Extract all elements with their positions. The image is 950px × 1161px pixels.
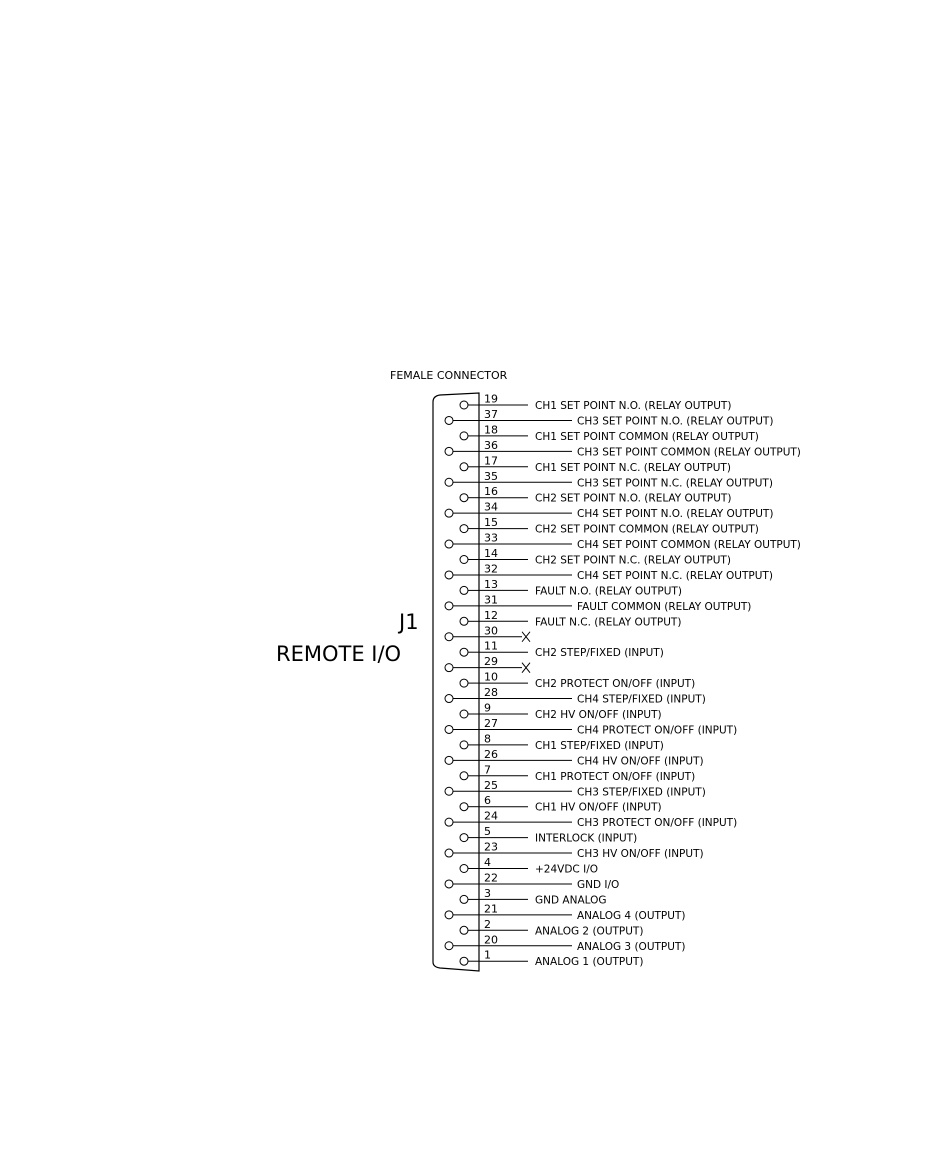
pin-socket-circle (460, 617, 468, 625)
pin-number: 6 (484, 794, 491, 808)
pin-function-label: CH4 STEP/FIXED (INPUT) (577, 693, 706, 706)
pin-function-label: CH1 HV ON/OFF (INPUT) (535, 801, 662, 814)
pin-socket-circle (445, 756, 453, 764)
pin-number: 36 (484, 438, 498, 452)
pin-function-label: CH3 STEP/FIXED (INPUT) (577, 786, 706, 799)
pin-function-label: CH2 PROTECT ON/OFF (INPUT) (535, 678, 696, 691)
pin-number: 19 (484, 392, 498, 406)
pin-socket-circle (445, 787, 453, 795)
pin-number: 25 (484, 778, 498, 792)
pin-socket-circle (460, 895, 468, 903)
pin-function-label: INTERLOCK (INPUT) (535, 832, 638, 845)
pin-socket-circle (460, 525, 468, 533)
pin-socket-circle (445, 818, 453, 826)
pin-socket-circle (460, 834, 468, 842)
pin-number: 28 (484, 686, 498, 700)
pin-socket-circle (460, 957, 468, 965)
pin-number: 23 (484, 840, 498, 854)
pin-number: 16 (484, 485, 498, 499)
pin-function-label: FAULT COMMON (RELAY OUTPUT) (577, 600, 752, 613)
pin-number: 18 (484, 423, 498, 437)
pin-function-label: CH1 PROTECT ON/OFF (INPUT) (535, 770, 696, 783)
pin-function-label: CH1 SET POINT N.C. (RELAY OUTPUT) (535, 461, 731, 474)
pin-number: 30 (484, 624, 498, 638)
pin-list (445, 393, 801, 969)
pin-socket-circle (460, 463, 468, 471)
pin-number: 5 (484, 825, 491, 839)
pin-function-label: CH4 SET POINT COMMON (RELAY OUTPUT) (577, 539, 801, 552)
pin-number: 20 (484, 933, 498, 947)
pin-socket-circle (460, 432, 468, 440)
pin-number: 15 (484, 516, 498, 530)
pin-function-label: FAULT N.C. (RELAY OUTPUT) (535, 616, 682, 629)
pin-socket-circle (445, 416, 453, 424)
pin-number: 7 (484, 763, 491, 777)
pin-function-label: GND I/O (577, 878, 620, 891)
pin-number: 35 (484, 469, 498, 483)
pin-function-label: CH1 SET POINT N.O. (RELAY OUTPUT) (535, 400, 732, 412)
pin-function-label: CH3 PROTECT ON/OFF (INPUT) (577, 817, 738, 830)
pin-function-label: GND ANALOG (535, 894, 607, 907)
pin-socket-circle (445, 695, 453, 703)
pin-socket-circle (445, 571, 453, 579)
pin-number: 29 (484, 655, 498, 669)
pin-socket-circle (445, 880, 453, 888)
pin-number: 3 (484, 886, 491, 900)
pin-socket-circle (460, 556, 468, 564)
pin-socket-circle (445, 447, 453, 455)
pin-function-label: CH1 STEP/FIXED (INPUT) (535, 739, 664, 752)
pin-function-label: ANALOG 4 (OUTPUT) (577, 909, 686, 922)
pin-socket-circle (445, 942, 453, 950)
pin-number: 1 (484, 948, 491, 962)
pin-function-label: CH2 HV ON/OFF (INPUT) (535, 709, 662, 721)
pin-socket-circle (460, 772, 468, 780)
pin-function-label: CH2 SET POINT N.O. (RELAY OUTPUT) (535, 492, 732, 505)
pin-socket-circle (445, 849, 453, 857)
pin-number: 33 (484, 531, 498, 545)
pin-function-label: ANALOG 2 (OUTPUT) (535, 925, 644, 938)
pin-socket-circle (445, 540, 453, 548)
pin-socket-circle (445, 725, 453, 733)
pin-function-label: CH2 STEP/FIXED (INPUT) (535, 647, 664, 660)
pin-socket-circle (460, 803, 468, 811)
pin-number: 8 (484, 732, 491, 746)
pin-socket-circle (460, 586, 468, 594)
pin-number: 2 (484, 917, 491, 931)
pin-socket-circle (460, 648, 468, 656)
pin-number: 12 (484, 608, 498, 622)
pin-number: 10 (484, 670, 498, 684)
pin-number: 21 (484, 902, 498, 916)
pin-number: 9 (484, 701, 491, 715)
pin-number: 14 (484, 547, 498, 560)
pin-function-label: ANALOG 3 (OUTPUT) (577, 940, 686, 953)
pin-number: 22 (484, 871, 498, 885)
pin-number: 4 (484, 856, 491, 869)
pin-socket-circle (460, 865, 468, 873)
pin-number: 32 (484, 562, 498, 576)
pin-function-label: ANALOG 1 (OUTPUT) (535, 956, 644, 969)
pin-function-label: CH3 HV ON/OFF (INPUT) (577, 848, 704, 861)
pin-socket-circle (445, 509, 453, 517)
pin-socket-circle (445, 664, 453, 672)
pin-socket-circle (445, 911, 453, 919)
pin-number: 31 (484, 593, 498, 607)
pin-number: 17 (484, 454, 498, 468)
connector-type-label: FEMALE CONNECTOR (390, 369, 508, 382)
pin-number: 27 (484, 716, 498, 730)
pin-socket-circle (445, 602, 453, 610)
pin-socket-circle (460, 401, 468, 409)
pin-socket-circle (460, 926, 468, 934)
pin-function-label: CH4 HV ON/OFF (INPUT) (577, 755, 704, 768)
pin-socket-circle (445, 478, 453, 486)
pin-number: 34 (484, 500, 498, 514)
pin-socket-circle (460, 494, 468, 502)
pin-function-label: CH1 SET POINT COMMON (RELAY OUTPUT) (535, 430, 759, 443)
pin-socket-circle (460, 710, 468, 718)
pin-socket-circle (445, 633, 453, 641)
pin-function-label: +24VDC I/O (535, 863, 598, 876)
pin-function-label: CH4 SET POINT N.O. (RELAY OUTPUT) (577, 508, 774, 521)
pin-function-label: CH4 SET POINT N.C. (RELAY OUTPUT) (577, 569, 773, 582)
pin-number: 13 (484, 577, 498, 591)
pin-function-label: CH2 SET POINT COMMON (RELAY OUTPUT) (535, 523, 759, 536)
pin-socket-circle (460, 741, 468, 749)
connector-designator: J1 (399, 610, 419, 634)
pin-function-label: FAULT N.O. (RELAY OUTPUT) (535, 585, 682, 598)
pin-function-label: CH3 SET POINT COMMON (RELAY OUTPUT) (577, 446, 801, 459)
pin-function-label: CH4 PROTECT ON/OFF (INPUT) (577, 724, 738, 737)
pin-function-label: CH3 SET POINT N.O. (RELAY OUTPUT) (577, 415, 774, 428)
pin-function-label: CH3 SET POINT N.C. (RELAY OUTPUT) (577, 477, 773, 490)
pin-number: 11 (484, 639, 498, 653)
pin-function-label: CH2 SET POINT N.C. (RELAY OUTPUT) (535, 554, 731, 567)
connector-name: REMOTE I/O (276, 642, 402, 666)
pin-socket-circle (460, 679, 468, 687)
pin-number: 26 (484, 747, 498, 761)
pin-number: 24 (484, 809, 498, 823)
pin-number: 37 (484, 407, 498, 421)
